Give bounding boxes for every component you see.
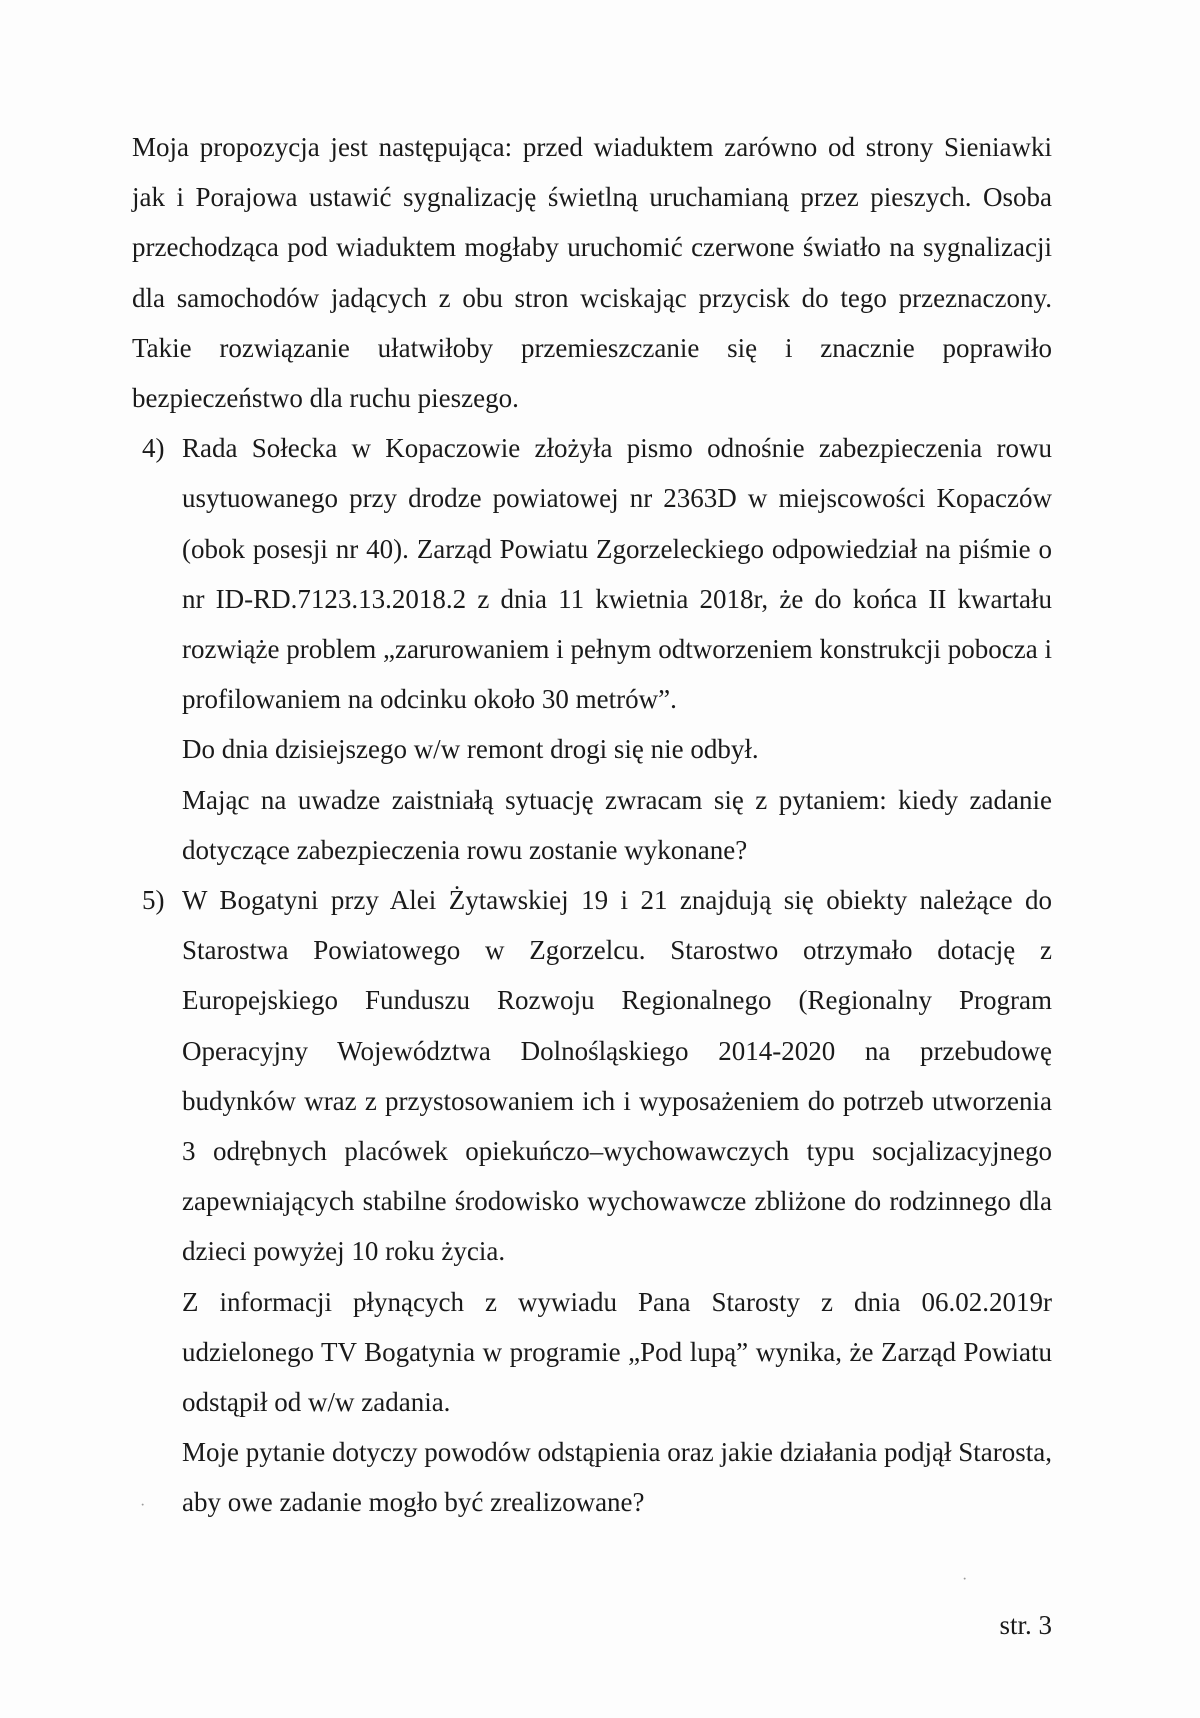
list-item-4 [132,423,1052,724]
list-item-5-text: W Bogatyni przy Alei Żytawskiej 19 i 21 znajdują się obiekty należące do Starostwa Powiatowego w Zgorzelcu. Starostwo otrzymało dotację z Europejskiego Funduszu Rozwoju Regionalnego (Regionalny Program Operacyjny Województwa Dolnośląskiego 2014-2020 na przebudowę budynków wraz z przystosowaniem ich i wyposażeniem do potrzeb utworzenia 3 odrębnych placówek opiekuńczo–wychowawczych typu socjalizacyjnego zapewniających stabilne środowisko wychowawcze zbliżone do rodzinnego dla dzieci powyżej 10 roku życia. [182,885,1052,1267]
document-body [132,122,1052,1528]
list-item-4-followup-1: Do dnia dzisiejszego w/w remont drogi się nie odbył. [182,734,759,765]
page-number: str. 3 [999,1610,1052,1640]
list-item-4-followup-2: Mając na uwadze zaistniałą sytuację zwracam się z pytaniem: kiedy zadanie dotyczące zabezpieczenia rowu zostanie wykonane? [182,784,1052,865]
list-item-4-text: Rada Sołecka w Kopaczowie złożyła pismo odnośnie zabezpieczenia rowu usytuowanego przy drodze powiatowej nr 2363D w miejscowości Kopaczów (obok posesji nr 40). Zarząd Powiatu Zgorzeleckiego odpowiedział na piśmie o nr ID-RD.7123.13.2018.2 z dnia 11 kwietnia 2018r, że do końca II kwartału rozwiąże problem „zarurowaniem i pełnym odtworzeniem konstrukcji pobocza i profilowaniem na odcinku około 30 metrów”. [182,433,1052,715]
list-item-4-number: 4) [142,433,165,464]
scan-speck: · [962,1571,968,1588]
scan-speck: · [140,1497,146,1514]
list-item-5-number: 5) [142,885,165,916]
list-item-5-followup-2: Moje pytanie dotyczy powodów odstąpienia oraz jakie działania podjął Starosta, aby owe zadanie mogło być zrealizowane? [182,1437,1052,1518]
intro-paragraph: Moja propozycja jest następująca: przed wiaduktem zarówno od strony Sieniawki jak i Porajowa ustawić sygnalizację świetlną uruchamianą przez pieszych. Osoba przechodząca pod wiaduktem mogłaby uruchomić czerwone światło na sygnalizacji dla samochodów jadących z obu stron wciskając przycisk do tego przeznaczony. Takie rozwiązanie ułatwiłoby przemieszczanie się i znacznie poprawiło bezpieczeństwo dla ruchu pieszego. [132,132,1052,414]
list-item-5-followup-1: Z informacji płynących z wywiadu Pana Starosty z dnia 06.02.2019r udzielonego TV Bogatynia w programie „Pod lupą” wynika, że Zarząd Powiatu odstąpił od w/w zadania. [182,1286,1052,1418]
list-item-5 [132,875,1052,1277]
